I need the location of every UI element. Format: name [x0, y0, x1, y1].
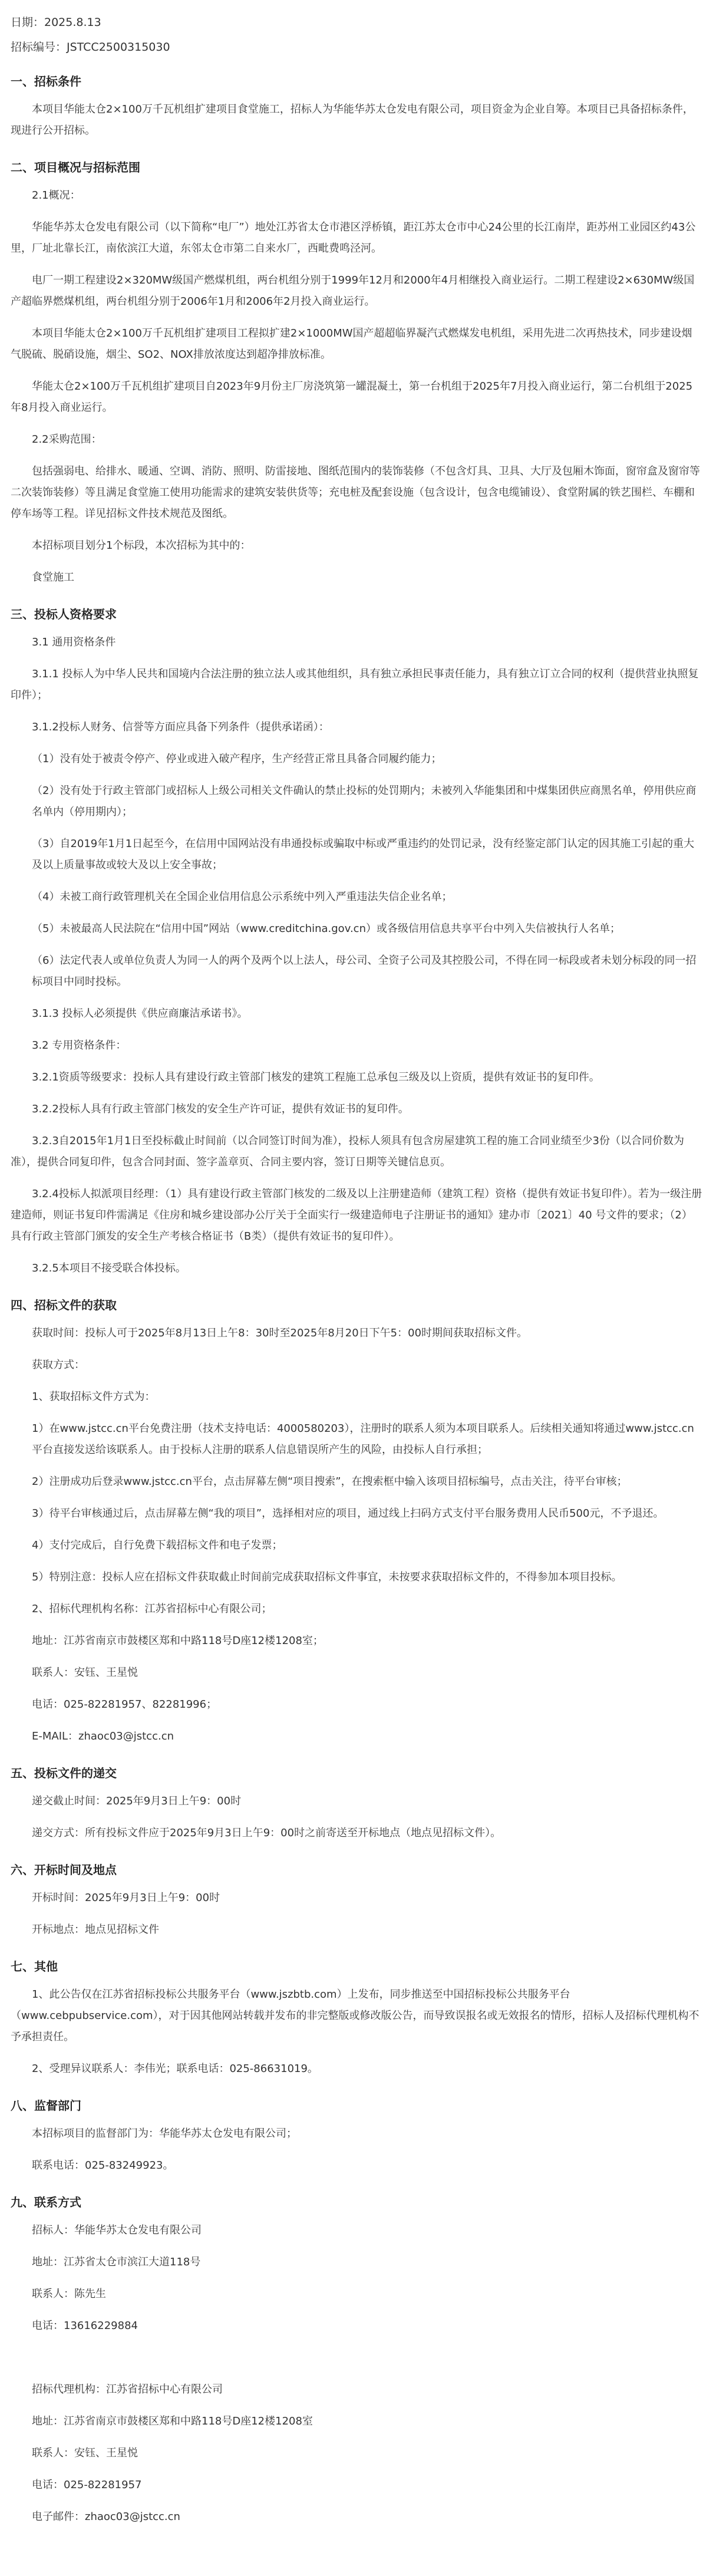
section-paragraph: （2）没有处于行政主管部门或招标人上级公司相关文件确认的禁止投标的处罚期内；未被列入华能集团和中煤集团供应商黑名单，停用供应商名单内（停用期内）； — [32, 785, 697, 818]
section-paragraph: 3.1 通用资格条件 — [32, 636, 116, 648]
section-paragraph: 联系电话：025-83249923。 — [32, 2159, 174, 2172]
section-paragraph: 2、招标代理机构名称：江苏省招标中心有限公司； — [32, 1603, 272, 1615]
section-paragraph: 开标时间：2025年9月3日上午9：00时 — [32, 1892, 220, 1904]
section-paragraph — [11, 2347, 702, 2369]
section-paragraph: 3）待平台审核通过后，点击屏幕左侧“我的项目”，选择相对应的项目，通过线上扫码方式支付平台服务费用人民币500元，不予退还。 — [32, 1507, 664, 1520]
section-paragraph: 2.2采购范围： — [32, 433, 102, 446]
section-paragraph: 地址：江苏省太仓市滨江大道118号 — [32, 2256, 201, 2268]
section-paragraph: 本项目华能太仓2×100万千瓦机组扩建项目食堂施工，招标人为华能华苏太仓发电有限公司，项目资金为企业自筹。本项目已具备招标条件，现进行公开招标。 — [11, 103, 694, 137]
section-paragraph: 5）特别注意：投标人应在招标文件获取截止时间前完成获取招标文件事宜，未按要求获取招标文件的，不得参加本项目投标。 — [32, 1571, 622, 1583]
section-paragraph: 本招标项目划分1个标段，本次招标为其中的： — [32, 539, 251, 552]
announce-date: 日期：2025.8.13 — [11, 16, 101, 29]
section-heading: 三、投标人资格要求 — [11, 607, 117, 621]
section-paragraph: 2）注册成功后登录www.jstcc.cn平台，点击屏幕左侧“项目搜索”，在搜索框中输入该项目招标编号，点击关注，待平台审核； — [32, 1475, 628, 1488]
section-paragraph: 递交截止时间：2025年9月3日上午9：00时 — [32, 1795, 242, 1807]
section-paragraph: 获取方式： — [32, 1359, 85, 1371]
section-paragraph: （5）未被最高人民法院在“信用中国”网站（www.creditchina.gov.cn）或各级信用信息共享平台中列入失信被执行人名单； — [32, 923, 620, 935]
section-paragraph: 开标地点：地点见招标文件 — [32, 1923, 159, 1936]
section-paragraph: （3）自2019年1月1日起至今，在信用中国网站没有串通投标或骗取中标或严重违约的处罚记录，没有经鉴定部门认定的因其施工引起的重大及以上质量事故或较大及以上安全事故； — [32, 838, 695, 871]
section-heading: 一、招标条件 — [11, 74, 81, 88]
bid-number: 招标编号：JSTCC2500315030 — [11, 41, 170, 54]
section-paragraph: 获取时间：投标人可于2025年8月13日上午8：30时至2025年8月20日下午5：00时期间获取招标文件。 — [32, 1327, 528, 1339]
section-paragraph: 电话：025-82281957、82281996； — [32, 1698, 217, 1711]
section-paragraph: 3.2 专用资格条件： — [32, 1039, 127, 1052]
section-paragraph: 3.2.4投标人拟派项目经理：（1）具有建设行政主管部门核发的二级及以上注册建造师（建筑工程）资格（提供有效证书复印件）。若为一级注册建造师，则证书复印件需满足《住房和城乡建设部办公厅关于全面实行一级建造师电子注册证书的通知》建办市〔2021〕40 号文件的要求；（2）具有行政主管部门颁发的安全生产考核合格证书（B类）（提供有效证书的复印件）。 — [11, 1188, 702, 1243]
section-heading: 七、其他 — [11, 1959, 58, 1974]
section-paragraph: 3.2.2投标人具有行政主管部门核发的安全生产许可证，提供有效证书的复印件。 — [32, 1103, 409, 1115]
section-paragraph: 3.1.3 投标人必须提供《供应商廉洁承诺书》。 — [32, 1007, 248, 1020]
section-paragraph: 3.2.1资质等级要求：投标人具有建设行政主管部门核发的建筑工程施工总承包三级及以上资质，提供有效证书的复印件。 — [32, 1071, 600, 1083]
section-paragraph: 招标代理机构：江苏省招标中心有限公司 — [32, 2383, 223, 2396]
section-heading: 八、监督部门 — [11, 2099, 81, 2113]
section-paragraph: 华能太仓2×100万千瓦机组扩建项目自2023年9月份主厂房浇筑第一罐混凝土，第一台机组于2025年7月投入商业运行，第二台机组于2025年8月投入商业运行。 — [11, 380, 693, 414]
section-heading: 九、联系方式 — [11, 2195, 81, 2209]
section-paragraph: 2、受理异议联系人：李伟光；联系电话：025-86631019。 — [32, 2063, 318, 2075]
section-paragraph: 2.1概况： — [32, 189, 81, 202]
section-paragraph: 3.2.5本项目不接受联合体投标。 — [32, 1262, 186, 1274]
section-paragraph: 3.2.3自2015年1月1日至投标截止时间前（以合同签订时间为准），投标人须具有包含房屋建筑工程的施工合同业绩至少3份（以合同价数为准），提供合同复印件，包含合同封面、签字盖章页、合同主要内容，签订日期等关键信息页。 — [11, 1135, 684, 1168]
sections-container — [11, 73, 702, 2528]
section-heading: 二、项目概况与招标范围 — [11, 160, 140, 174]
section-paragraph: 招标人：华能华苏太仓发电有限公司 — [32, 2224, 202, 2236]
section-paragraph: （6）法定代表人或单位负责人为同一人的两个及两个以上法人，母公司、全资子公司及其控股公司，不得在同一标段或者未划分标段的同一招标项目中同时投标。 — [32, 954, 697, 988]
section-paragraph: 3.1.2投标人财务、信誉等方面应具备下列条件（提供承诺函）： — [32, 721, 329, 733]
section-paragraph: 电厂一期工程建设2×320MW级国产燃煤机组，两台机组分别于1999年12月和2000年4月相继投入商业运行。二期工程建设2×630MW级国产超临界燃煤机组，两台机组分别于2006年1月和2006年2月投入商业运行。 — [11, 274, 695, 308]
section-paragraph: 1）在www.jstcc.cn平台免费注册（技术支持电话：4000580203），注册时的联系人须为本项目联系人。后续相关通知将通过www.jstcc.cn平台直接发送给该联系人。由于投标人注册的联系人信息错误所产生的风险，由投标人自行承担； — [32, 1422, 694, 1456]
section-paragraph: 3.1.1 投标人为中华人民共和国境内合法注册的独立法人或其他组织，具有独立承担民事责任能力，具有独立订立合同的权利（提供营业执照复印件）； — [11, 668, 699, 701]
section-paragraph: 1、此公告仅在江苏省招标投标公共服务平台（www.jszbtb.com）上发布，同步推送至中国招标投标公共服务平台（www.cebpubservice.com），对于因其他网站转载并发布的非完整版或修改版公告，而导致误报名或无效报名的情形，招标人及招标代理机构不予承担责任。 — [11, 1988, 699, 2043]
section-heading: 六、开标时间及地点 — [11, 1863, 117, 1877]
section-paragraph: 电子邮件：zhaoc03@jstcc.cn — [32, 2511, 180, 2523]
section-paragraph: 地址：江苏省南京市鼓楼区郑和中路118号D座12楼1208室 — [32, 2415, 313, 2427]
section-heading: 四、招标文件的获取 — [11, 1298, 117, 1312]
section-paragraph: 递交方式：所有投标文件应于2025年9月3日上午9：00时之前寄送至开标地点（地点见招标文件）。 — [32, 1827, 501, 1839]
section-paragraph: （1）没有处于被责令停产、停业或进入破产程序，生产经营正常且具备合同履约能力； — [32, 753, 442, 765]
section-paragraph: 华能华苏太仓发电有限公司（以下简称“电厂”）地处江苏省太仓市港区浮桥镇，距江苏太仓市中心24公里的长江南岸，距苏州工业园区约43公里，厂址北靠长江，南依滨江大道，东邻太仓市第二自来水厂，西毗费鸣泾河。 — [11, 221, 696, 255]
section-paragraph: 联系人：安钰、王星悦 — [32, 1666, 138, 1679]
section-paragraph: 联系人：安钰、王星悦 — [32, 2447, 138, 2459]
section-paragraph: 包括强弱电、给排水、暖通、空调、消防、照明、防雷接地、图纸范围内的装饰装修（不包含灯具、卫具、大厅及包厢木饰面，窗帘盒及窗帘等二次装饰装修）等且满足食堂施工使用功能需求的建筑安装供货等；充电桩及配套设施（包含设计，包含电缆铺设）、食堂附属的铁艺围栏、车棚和停车场等工程。详见招标文件技术规范及图纸。 — [11, 465, 700, 520]
section-paragraph: 本招标项目的监督部门为：华能华苏太仓发电有限公司； — [32, 2127, 297, 2140]
section-paragraph: 电话：13616229884 — [32, 2320, 138, 2332]
section-paragraph: 地址：江苏省南京市鼓楼区郑和中路118号D座12楼1208室； — [32, 1635, 324, 1647]
section-paragraph: 1、获取招标文件方式为： — [32, 1391, 156, 1403]
section-paragraph: （4）未被工商行政管理机关在全国企业信用信息公示系统中列入严重违法失信企业名单； — [32, 891, 453, 903]
section-paragraph: 本项目华能太仓2×100万千瓦机组扩建项目工程拟扩建2×1000MW国产超超临界凝汽式燃煤发电机组，采用先进二次再热技术，同步建设烟气脱硫、脱硝设施，烟尘、SO2、NOX排放浓度达到超净排放标准。 — [11, 327, 692, 361]
section-paragraph: 电话：025-82281957 — [32, 2479, 142, 2491]
section-paragraph: 联系人：陈先生 — [32, 2288, 106, 2300]
section-paragraph: 食堂施工 — [32, 571, 74, 584]
section-heading: 五、投标文件的递交 — [11, 1766, 117, 1780]
section-paragraph: E-MAIL：zhaoc03@jstcc.cn — [32, 1730, 174, 1742]
section-paragraph: 4）支付完成后，自行免费下载招标文件和电子发票； — [32, 1539, 283, 1551]
